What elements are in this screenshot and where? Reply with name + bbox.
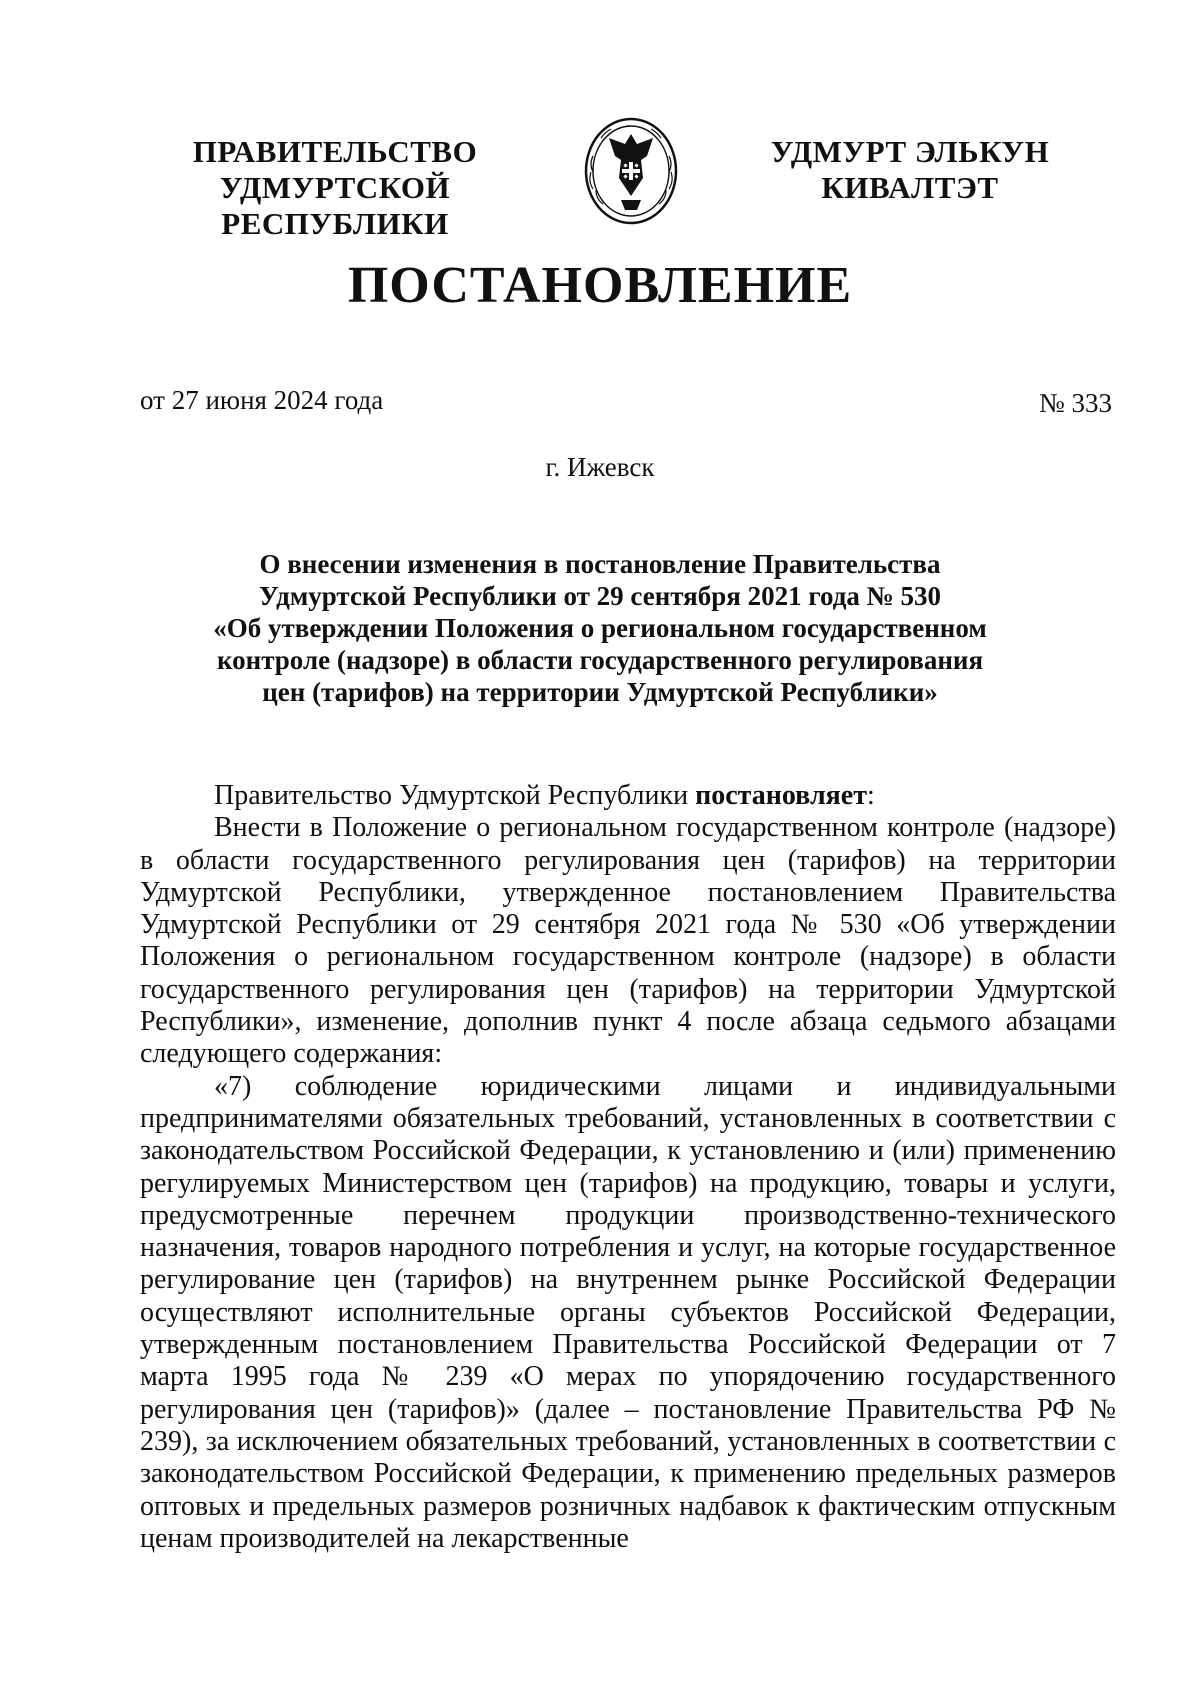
intro-text: Правительство Удмуртской Республики xyxy=(214,780,696,811)
intro-paragraph xyxy=(140,780,1116,812)
issuer-name-udmurt-line-1: УДМУРТ ЭЛЬКУН xyxy=(770,134,1050,169)
intro-end: : xyxy=(866,780,875,811)
subject-line: контроле (надзоре) в области государственного регулирования xyxy=(216,645,984,675)
document-number: № 333 xyxy=(1038,388,1112,418)
subject-line: цен (тарифов) на территории Удмуртской Республики» xyxy=(262,677,938,707)
issuer-name-russian xyxy=(115,134,555,242)
issuer-name-line-2: УДМУРТСКОЙ РЕСПУБЛИКИ xyxy=(219,170,451,241)
document-subject xyxy=(160,548,1040,708)
document-date: от 27 июня 2024 года xyxy=(140,385,384,415)
document-title: ПОСТАНОВЛЕНИЕ xyxy=(347,257,853,314)
subject-line: О внесении изменения в постановление Правительства xyxy=(259,549,941,579)
body-paragraph: Внести в Положение о региональном государственном контроле (надзоре) в области государственного регулирования цен (тарифов) на территории Удмуртской Республики, утвержденное постановлением Правительства Удмуртской Республики от 29 сентября 2021 года № 530 «Об утверждении Положения о региональном государственном контроле (надзоре) в области государственного регулирования цен (тарифов) на территории Удмуртской Республики», изменение, дополнив пункт 4 после абзаца седьмого абзацами следующего содержания: xyxy=(140,812,1116,1070)
body-paragraph: «7) соблюдение юридическими лицами и индивидуальными предпринимателями обязательных требований, установленных в соответствии с законодательством Российской Федерации, к установлению и (или) применению регулируемых Министерством цен (тарифов) на продукцию, товары и услуги, предусмотренные перечнем продукции производственно-технического назначения, товаров народного потребления и услуг, на которые государственное регулирование цен (тарифов) на внутреннем рынке Российской Федерации осуществляют исполнительные органы субъектов Российской Федерации, утвержденным постановлением Правительства Российской Федерации от 7 марта 1995 года № 239 «О мерах по упорядочению государственного регулирования цен (тарифов)» (далее – постановление Правительства РФ № 239), за исключением обязательных требований, установленных в соответствии с законодательством Российской Федерации, к применению предельных размеров оптовых и предельных размеров розничных надбавок к фактическим отпускным ценам производителей на лекарственные xyxy=(140,1070,1116,1554)
coat-of-arms-icon xyxy=(581,116,681,226)
issuer-name-line-1: ПРАВИТЕЛЬСТВО xyxy=(192,134,478,169)
subject-line: «Об утверждении Положения о региональном государственном xyxy=(213,613,987,643)
document-body xyxy=(140,780,1116,1555)
issuer-name-udmurt-line-2: КИВАЛТЭТ xyxy=(821,170,999,205)
document-city: г. Ижевск xyxy=(545,452,655,482)
intro-bold-verb: постановляет xyxy=(695,780,867,811)
subject-line: Удмуртской Республики от 29 сентября 2021 года № 530 xyxy=(258,581,942,611)
issuer-name-udmurt xyxy=(760,134,1060,206)
